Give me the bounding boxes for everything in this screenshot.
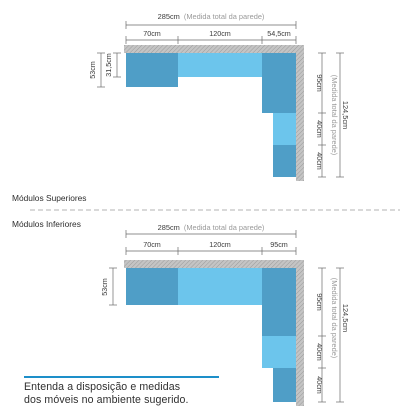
lower-right-segment-1: 95cm bbox=[315, 293, 324, 311]
caption-line-1: Entenda a disposição e medidas bbox=[24, 381, 181, 393]
upper-total-width-value: 285cm bbox=[157, 12, 180, 21]
upper-segment-3: 54,5cm bbox=[267, 29, 291, 38]
upper-right-total-value: 124,5cm bbox=[341, 100, 350, 130]
svg-text:285cm (Medida total da bbox=[158, 223, 265, 232]
lower-right-total-value: 124,5cm bbox=[341, 303, 350, 333]
upper-right-segment-3: 40cm bbox=[315, 152, 324, 170]
upper-right-total-dimension bbox=[330, 53, 350, 177]
lower-module-right-1 bbox=[262, 336, 296, 368]
lower-total-width-dimension bbox=[126, 223, 296, 238]
lower-right-segment-2: 40cm bbox=[315, 343, 324, 361]
svg-text:(Medida total da parede) bbox=[330, 75, 339, 156]
svg-text:124,5cm bbox=[341, 101, 350, 129]
upper-module-left bbox=[126, 53, 178, 87]
lower-module-right-2 bbox=[273, 368, 296, 402]
upper-left-dimensions bbox=[88, 53, 121, 87]
upper-section-label: Módulos Superiores bbox=[12, 193, 87, 203]
lower-module-corner bbox=[262, 268, 296, 336]
upper-module-corner bbox=[262, 53, 296, 113]
lower-module-center bbox=[178, 268, 262, 305]
upper-left-height-2: 31,5cm bbox=[104, 53, 113, 77]
upper-segment-2: 120cm bbox=[209, 29, 231, 38]
lower-segment-dimensions bbox=[126, 240, 296, 255]
upper-module-right-2 bbox=[273, 145, 296, 177]
lower-total-width-note: (Medida total da parede) bbox=[183, 223, 265, 232]
upper-module-center bbox=[178, 53, 262, 77]
lower-left-height-1: 53cm bbox=[100, 278, 109, 296]
lower-right-total-note: (Medida total da parede) bbox=[330, 277, 339, 359]
upper-total-width-dimension bbox=[126, 12, 296, 29]
lower-right-segment-3: 40cm bbox=[315, 376, 324, 394]
upper-plan bbox=[88, 12, 350, 181]
lower-segment-3: 95cm bbox=[270, 240, 288, 249]
caption bbox=[24, 381, 254, 407]
svg-text:285cm (Medida total da bbox=[158, 12, 265, 21]
upper-left-height-1: 53cm bbox=[88, 61, 97, 79]
svg-text:124,5cm bbox=[341, 304, 350, 332]
upper-module-right-1 bbox=[273, 113, 296, 145]
lower-plan bbox=[100, 223, 350, 406]
upper-total-width-note: (Medida total da parede) bbox=[183, 12, 265, 21]
caption-accent-rule bbox=[24, 376, 219, 378]
svg-text:(Medida total da parede) bbox=[330, 278, 339, 359]
upper-right-segment-1: 95cm bbox=[315, 74, 324, 92]
upper-right-segment-2: 40cm bbox=[315, 120, 324, 138]
caption-line-2: dos móveis no ambiente sugerido. bbox=[24, 394, 189, 406]
lower-total-width-value: 285cm bbox=[157, 223, 180, 232]
upper-right-total-note: (Medida total da parede) bbox=[330, 74, 339, 156]
lower-segment-1: 70cm bbox=[143, 240, 161, 249]
lower-right-dimensions bbox=[315, 268, 326, 402]
upper-right-dimensions bbox=[315, 53, 326, 177]
lower-section-label: Módulos Inferiores bbox=[12, 219, 81, 229]
lower-segment-2: 120cm bbox=[209, 240, 231, 249]
lower-module-left bbox=[126, 268, 178, 305]
upper-segment-dimensions bbox=[126, 29, 296, 44]
lower-right-total-dimension bbox=[330, 268, 350, 402]
upper-segment-1: 70cm bbox=[143, 29, 161, 38]
lower-left-dimensions bbox=[100, 268, 117, 305]
